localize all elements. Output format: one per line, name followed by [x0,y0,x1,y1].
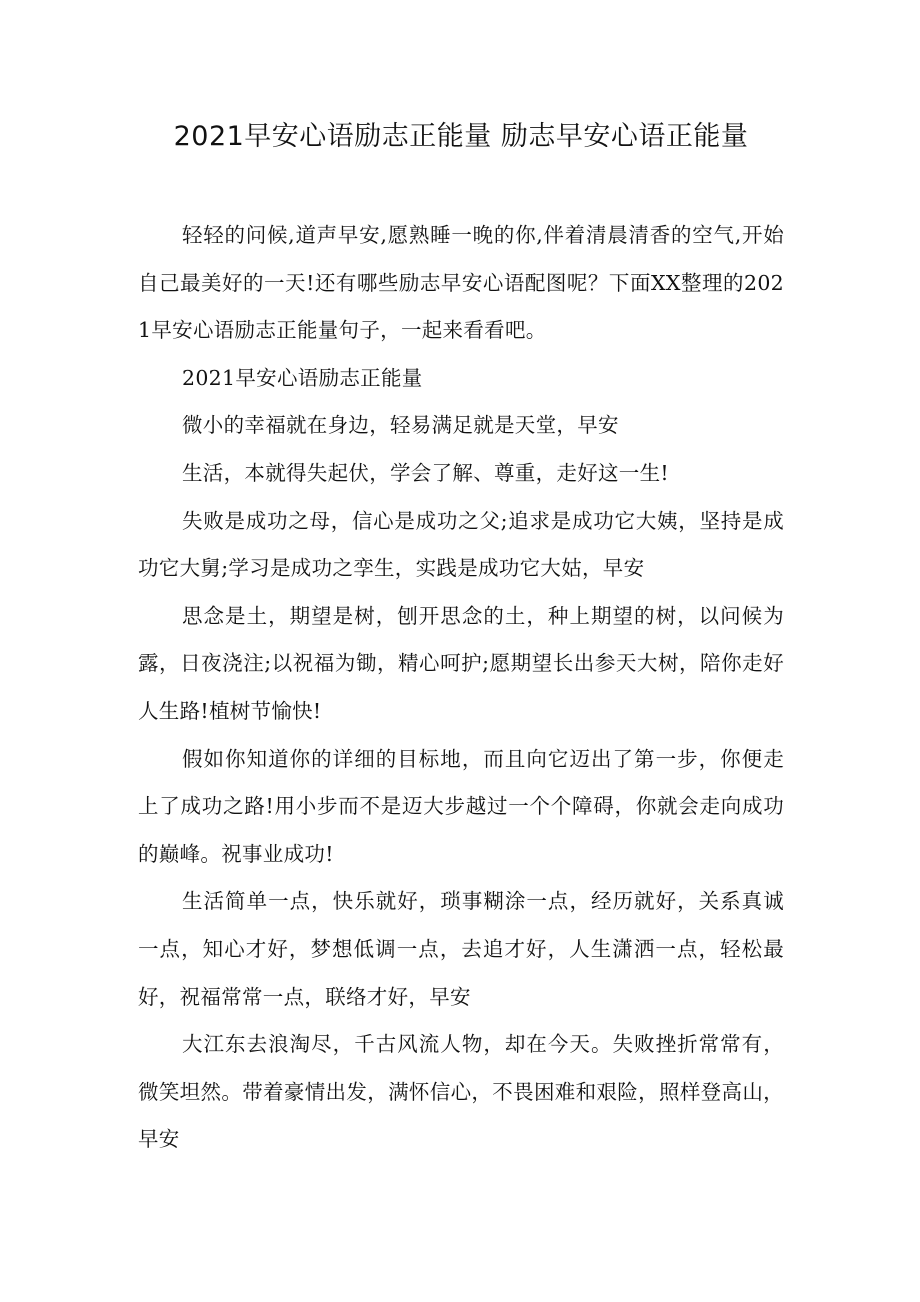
document-title: 2021早安心语励志正能量 励志早安心语正能量 [173,121,749,152]
paragraph-quote: 生活简单一点，快乐就好，琐事糊涂一点，经历就好，关系真诚一点，知心才好，梦想低调一点，去追才好，人生潇洒一点，轻松最好，祝福常常一点，联络才好，早安 [138,889,784,1009]
paragraph-quote: 假如你知道你的详细的目标地，而且向它迈出了第一步，你便走上了成功之路!用小步而不是迈大步越过一个个障碍，你就会走向成功的巅峰。祝事业成功! [138,746,784,866]
document-page [138,0,784,1302]
paragraph-quote: 生活，本就得失起伏，学会了解、尊重，走好这一生! [182,460,669,485]
paragraph-quote: 失败是成功之母，信心是成功之父;追求是成功它大姨，坚持是成功它大舅;学习是成功之孪生，实践是成功它大姑，早安 [138,508,784,581]
paragraph-quote: 思念是土，期望是树，刨开思念的土，种上期望的树，以问候为露，日夜浇注;以祝福为锄，精心呵护;愿期望长出参天大树，陪你走好人生路!植树节愉快! [138,603,784,723]
paragraph-subheading: 2021早安心语励志正能量 [182,365,423,390]
paragraph-quote: 微小的幸福就在身边，轻易满足就是天堂，早安 [182,413,619,438]
paragraph-intro: 轻轻的问候,道声早安,愿熟睡一晚的你,伴着清晨清香的空气,开始自己最美好的一天!还有哪些励志早安心语配图呢？下面XX整理的2021早安心语励志正能量句子，一起来看看吧。 [138,223,784,343]
paragraph-quote: 大江东去浪淘尽，千古风流人物，却在今天。失败挫折常常有，微笑坦然。带着豪情出发，满怀信心，不畏困难和艰险，照样登高山，早安 [138,1032,784,1152]
document-body [138,212,784,1164]
